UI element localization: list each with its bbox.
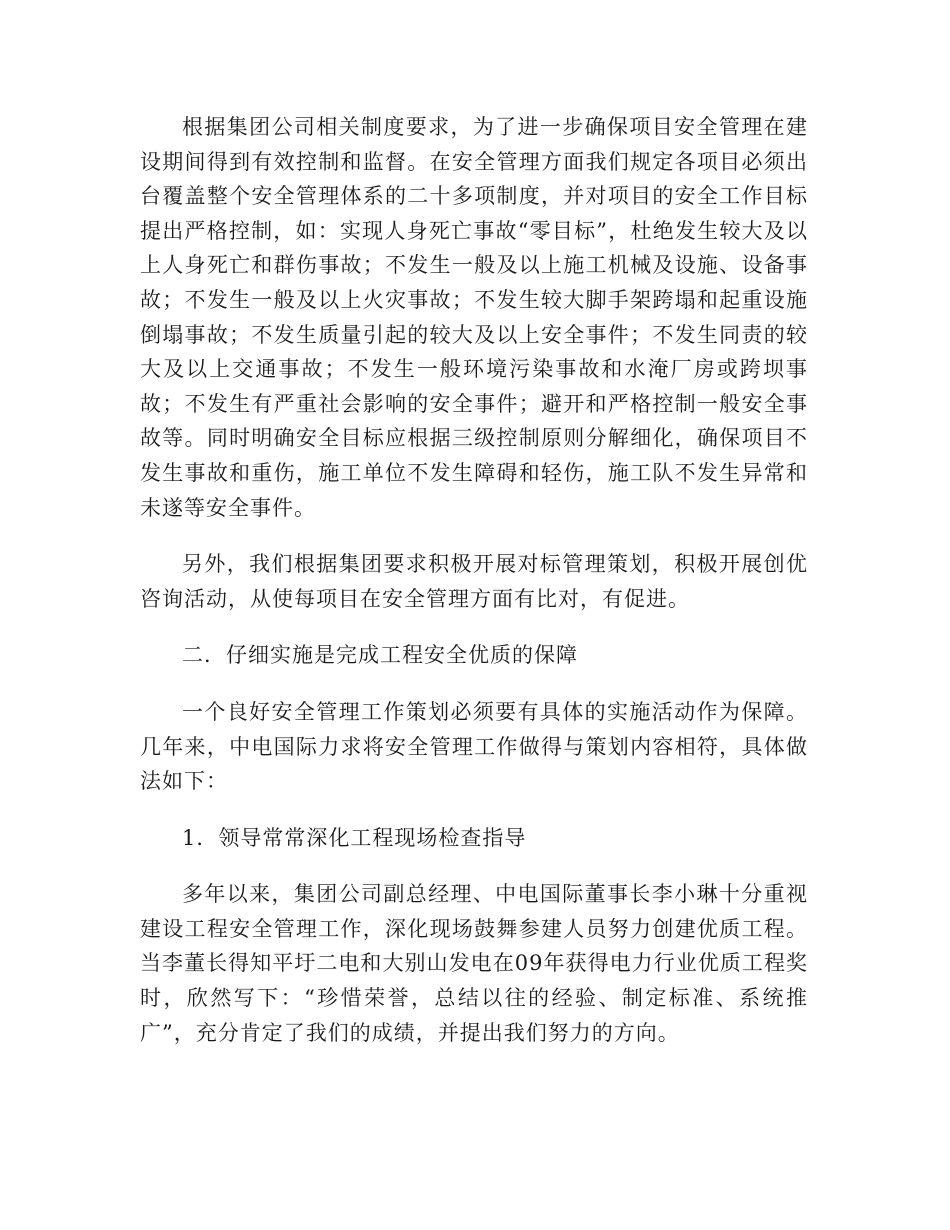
paragraph-benchmarking: 另外，我们根据集团要求积极开展对标管理策划，积极开展创优咨询活动，从使每项目在安全管理方面有比对，有促进。 [140, 552, 808, 611]
paragraph-leadership: 多年以来，集团公司副总经理、中电国际董事长李小琳十分重视建设工程安全管理工作，深化现场鼓舞参建人员努力创建优质工程。当李董长得知平圩二电和大别山发电在09年获得电力行业优质工程奖时，欣然写下：“珍惜荣誉，总结以往的经验、制定标准、系统推广”，充分肯定了我们的成绩，并提出我们努力的方向。 [140, 882, 808, 1045]
paragraph-safety-targets: 根据集团公司相关制度要求，为了进一步确保项目安全管理在建设期间得到有效控制和监督。在安全管理方面我们规定各项目必须出台覆盖整个安全管理体系的二十多项制度，并对项目的安全工作目标提出严格控制，如：实现人身死亡事故“零目标”，杜绝发生较大及以上人身死亡和群伤事故；不发生一般及以上施工机械及设施、设备事故；不发生一般及以上火灾事故；不发生较大脚手架跨塌和起重设施倒塌事故；不发生质量引起的较大及以上安全事件；不发生同责的较大及以上交通事故；不发生一般环境污染事故和水淹厂房或跨坝事故；不发生有严重社会影响的安全事件；避开和严格控制一般安全事故等。同时明确安全目标应根据三级控制原则分解细化，确保项目不发生事故和重伤，施工单位不发生障碍和轻伤，施工队不发生异常和未遂等安全事件。 [140, 115, 808, 520]
document-body [140, 110, 808, 1050]
subheading-leadership-inspection: 1．领导常常深化工程现场检查指导 [182, 825, 527, 850]
section-heading-implementation: 二．仔细实施是完成工程安全优质的保障 [182, 643, 578, 668]
paragraph-implementation-intro: 一个良好安全管理工作策划必须要有具体的实施活动作为保障。几年来，中电国际力求将安全管理工作做得与策划内容相符，具体做法如下： [140, 699, 808, 794]
